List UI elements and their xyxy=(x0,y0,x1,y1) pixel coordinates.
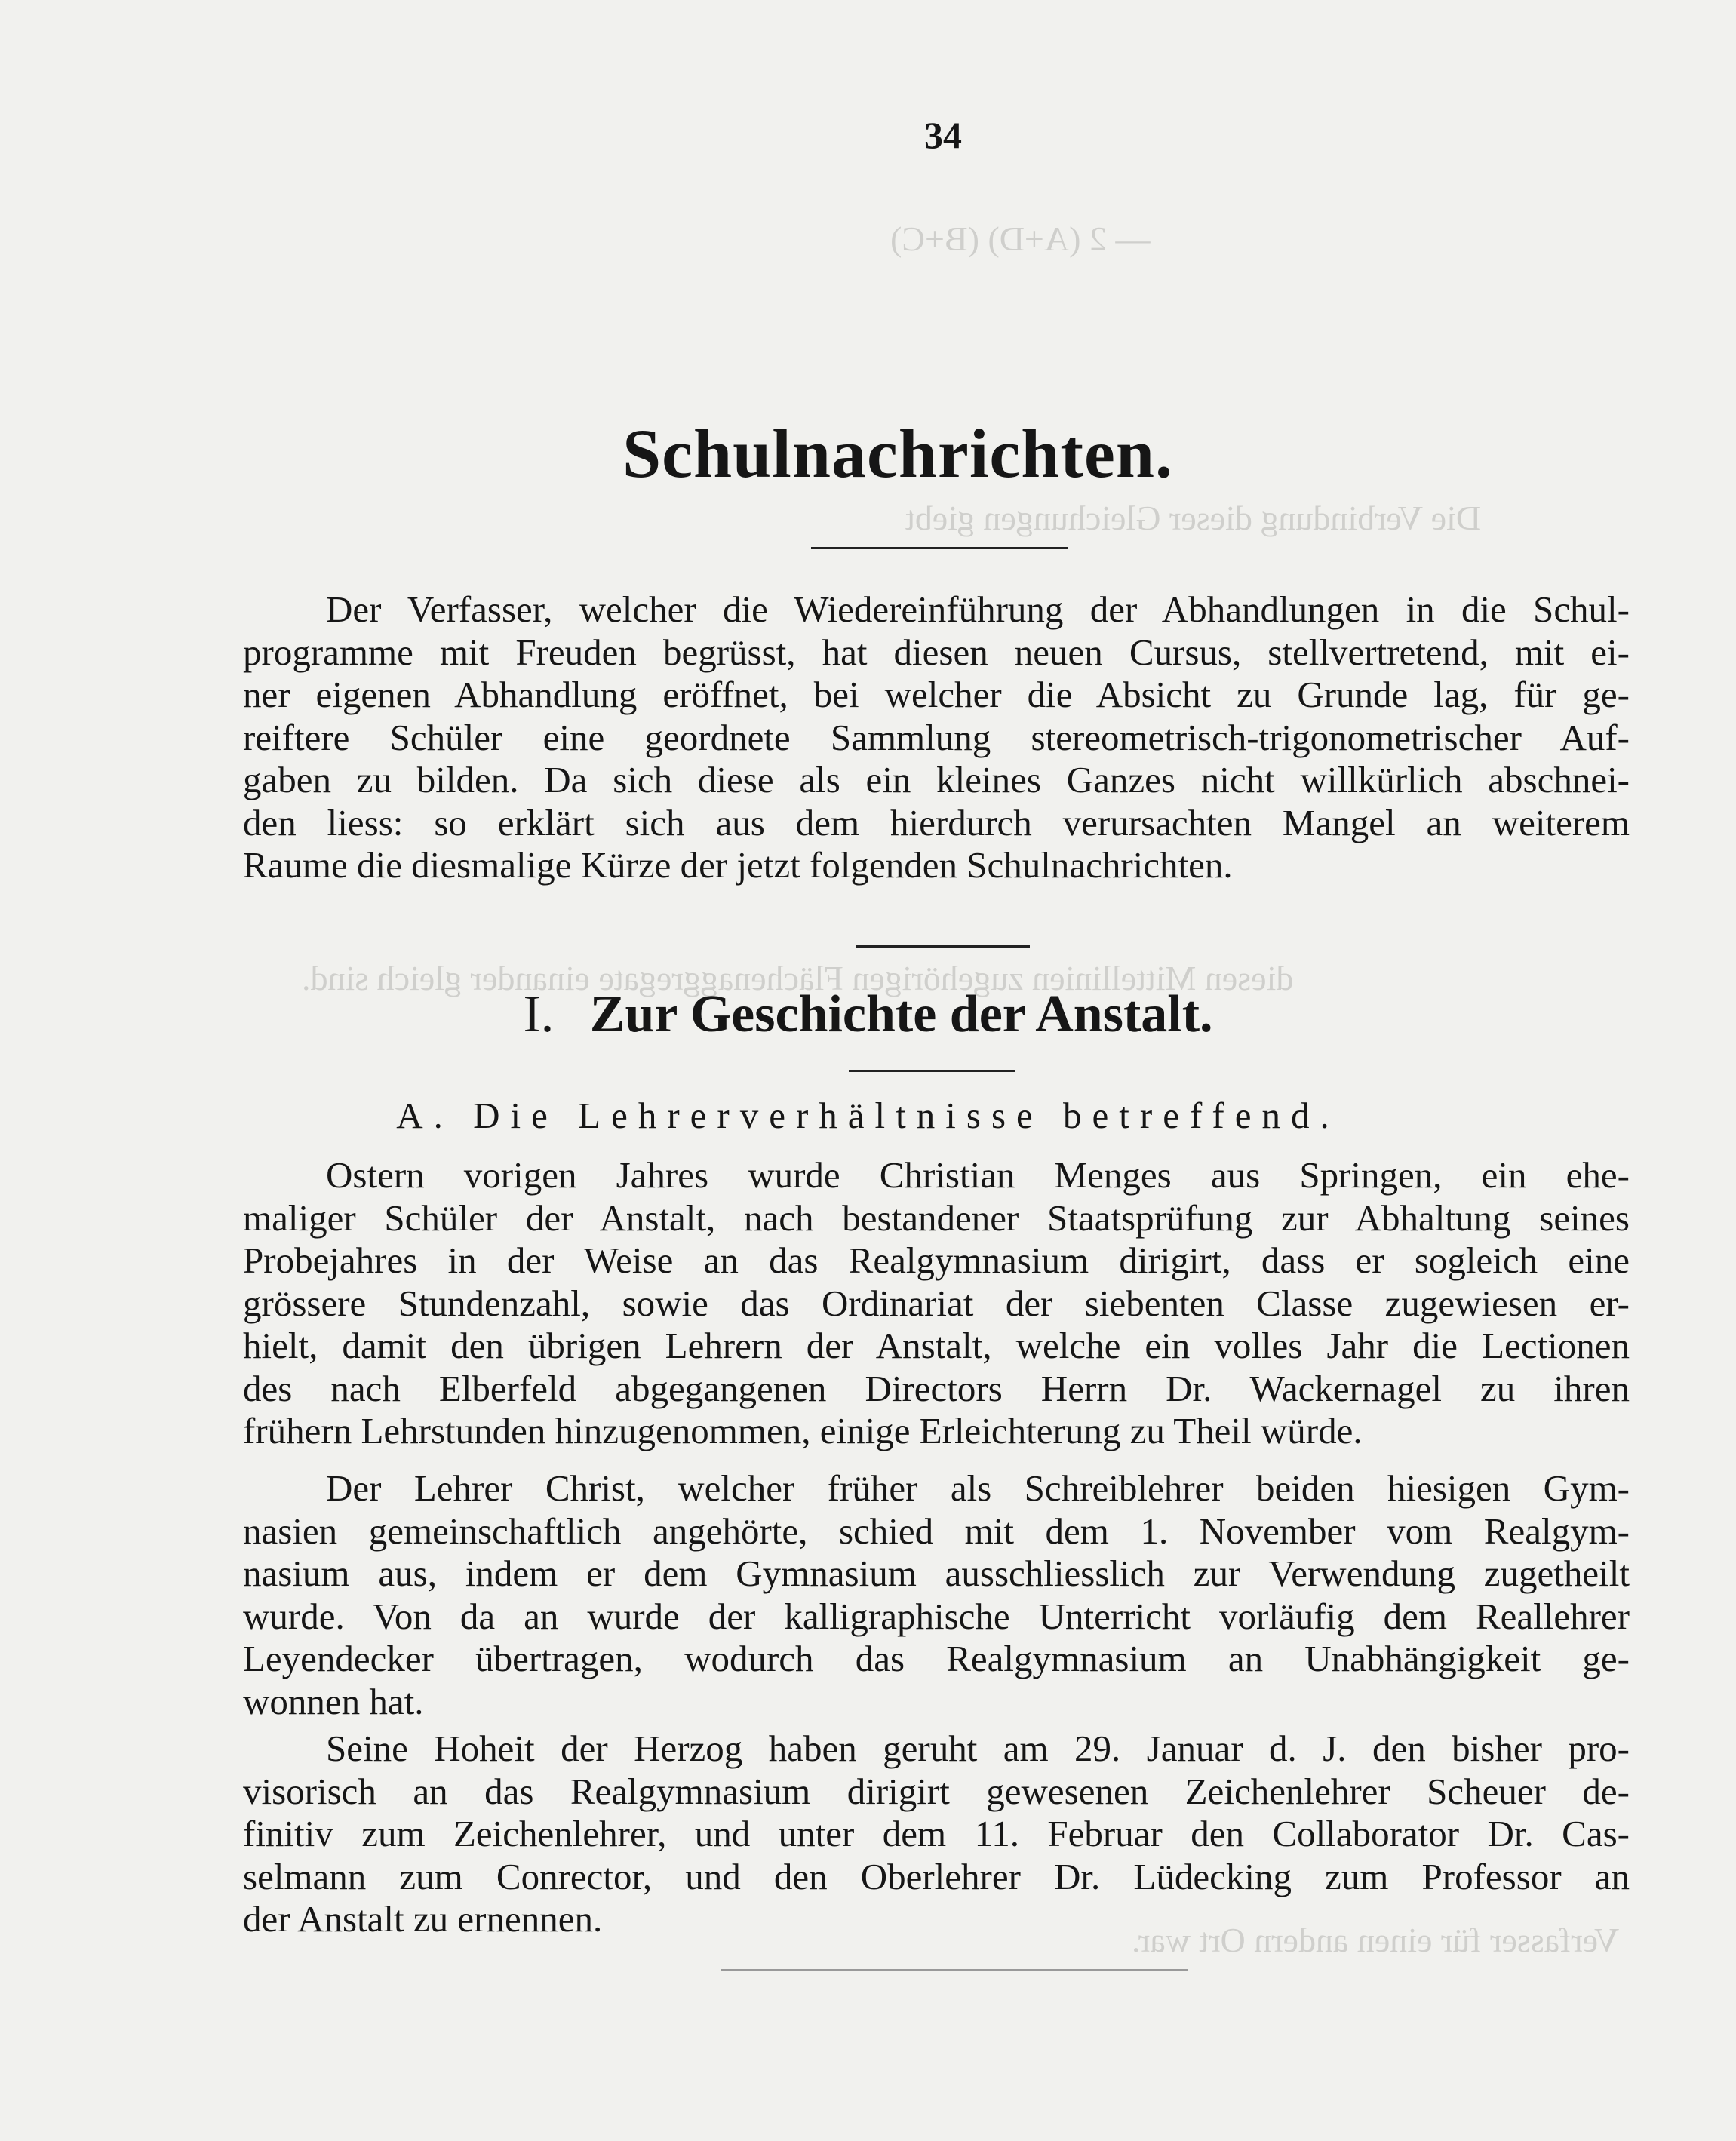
intro-paragraph xyxy=(243,588,1630,887)
text-line: Raume die diesmalige Kürze der jetzt folgenden Schulnachrichten. xyxy=(243,844,1233,886)
text-line: nasien gemeinschaftlich angehörte, schied mit dem 1. November vom Realgym- xyxy=(243,1510,1630,1552)
text-line: gaben zu bilden. Da sich diese als ein kleines Ganzes nicht willkürlich abschnei- xyxy=(243,759,1630,800)
text-line: Seine Hoheit der Herzog haben geruht am 29. Januar d. J. den bisher pro- xyxy=(326,1728,1630,1769)
text-line: grössere Stundenzahl, sowie das Ordinariat der siebenten Classe zugewiesen er- xyxy=(243,1282,1630,1324)
text-line: Der Lehrer Christ, welcher früher als Schreiblehrer beiden hiesigen Gym- xyxy=(326,1467,1630,1509)
text-line: selmann zum Conrector, und den Oberlehrer Dr. Lüdecking zum Professor an xyxy=(243,1855,1630,1897)
text-line: visorisch an das Realgymnasium dirigirt gewesenen Zeichenlehrer Scheuer de- xyxy=(243,1770,1630,1812)
text-line: nasium aus, indem er dem Gymnasium ausschliesslich zur Verwendung zugetheilt xyxy=(243,1553,1630,1594)
text-line: reiftere Schüler eine geordnete Sammlung stereometrisch-trigonometrischer Auf- xyxy=(243,716,1630,758)
divider xyxy=(856,945,1030,948)
show-through-decoration: Verfasser für einen andern Ort war. xyxy=(1132,1921,1620,1959)
page-title: Schulnachrichten. xyxy=(622,415,1174,492)
show-through-decoration: Die Verbindung dieser Gleichungen giebt xyxy=(905,499,1482,537)
text-line: ner eigenen Abhandlung eröffnet, bei welcher die Absicht zu Grunde lag, für ge- xyxy=(243,674,1630,715)
show-through-decoration: diesen Mittellinien zugehörigen Flächenaggregate einander gleich sind. xyxy=(302,959,1294,997)
page-number: 34 xyxy=(924,114,962,156)
text-line: Probejahres in der Weise an das Realgymnasium dirigirt, dass er sogleich eine xyxy=(243,1239,1630,1281)
body-paragraph xyxy=(243,1154,1630,1453)
show-through-decoration: — 2 (A+D) (B+C) xyxy=(890,220,1151,258)
section-number: I. xyxy=(523,985,555,1043)
text-line: Ostern vorigen Jahres wurde Christian Menges aus Springen, ein ehe- xyxy=(326,1154,1630,1196)
divider xyxy=(811,547,1068,549)
text-line: frühern Lehrstunden hinzugenommen, einige Erleichterung zu Theil würde. xyxy=(243,1410,1363,1451)
text-line: Leyendecker übertragen, wodurch das Realgymnasium an Unabhängigkeit ge- xyxy=(243,1638,1630,1679)
section-heading xyxy=(0,984,1736,1045)
text-line: den liess: so erklärt sich aus dem hierdurch verursachten Mangel an weiterem xyxy=(243,801,1630,843)
text-line: wurde. Von da an wurde der kalligraphische Unterricht vorläufig dem Reallehrer xyxy=(243,1595,1630,1637)
subsection-heading: A. Die Lehrerverhältnisse betreffend. xyxy=(396,1095,1340,1136)
text-line: wonnen hat. xyxy=(243,1680,424,1722)
body-paragraph xyxy=(243,1728,1630,1941)
text-line: programme mit Freuden begrüsst, hat diesen neuen Cursus, stellvertretend, mit ei- xyxy=(243,631,1630,673)
text-line: des nach Elberfeld abgegangenen Directors Herrn Dr. Wackernagel zu ihren xyxy=(243,1367,1630,1409)
text-line: Der Verfasser, welcher die Wiedereinführung der Abhandlungen in die Schul- xyxy=(326,588,1630,630)
body-paragraph xyxy=(243,1467,1630,1723)
text-line: maliger Schüler der Anstalt, nach bestandener Staatsprüfung zur Abhaltung seines xyxy=(243,1196,1630,1239)
text-line: finitiv zum Zeichenlehrer, und unter dem 11. Februar den Collaborator Dr. Cas- xyxy=(243,1813,1630,1854)
section-title: Zur Geschichte der Anstalt. xyxy=(589,985,1213,1043)
divider xyxy=(721,1969,1188,1971)
divider xyxy=(849,1070,1015,1072)
text-line: hielt, damit den übrigen Lehrern der Anstalt, welche ein volles Jahr die Lectionen xyxy=(243,1325,1630,1366)
text-line: der Anstalt zu ernennen. xyxy=(243,1898,603,1940)
